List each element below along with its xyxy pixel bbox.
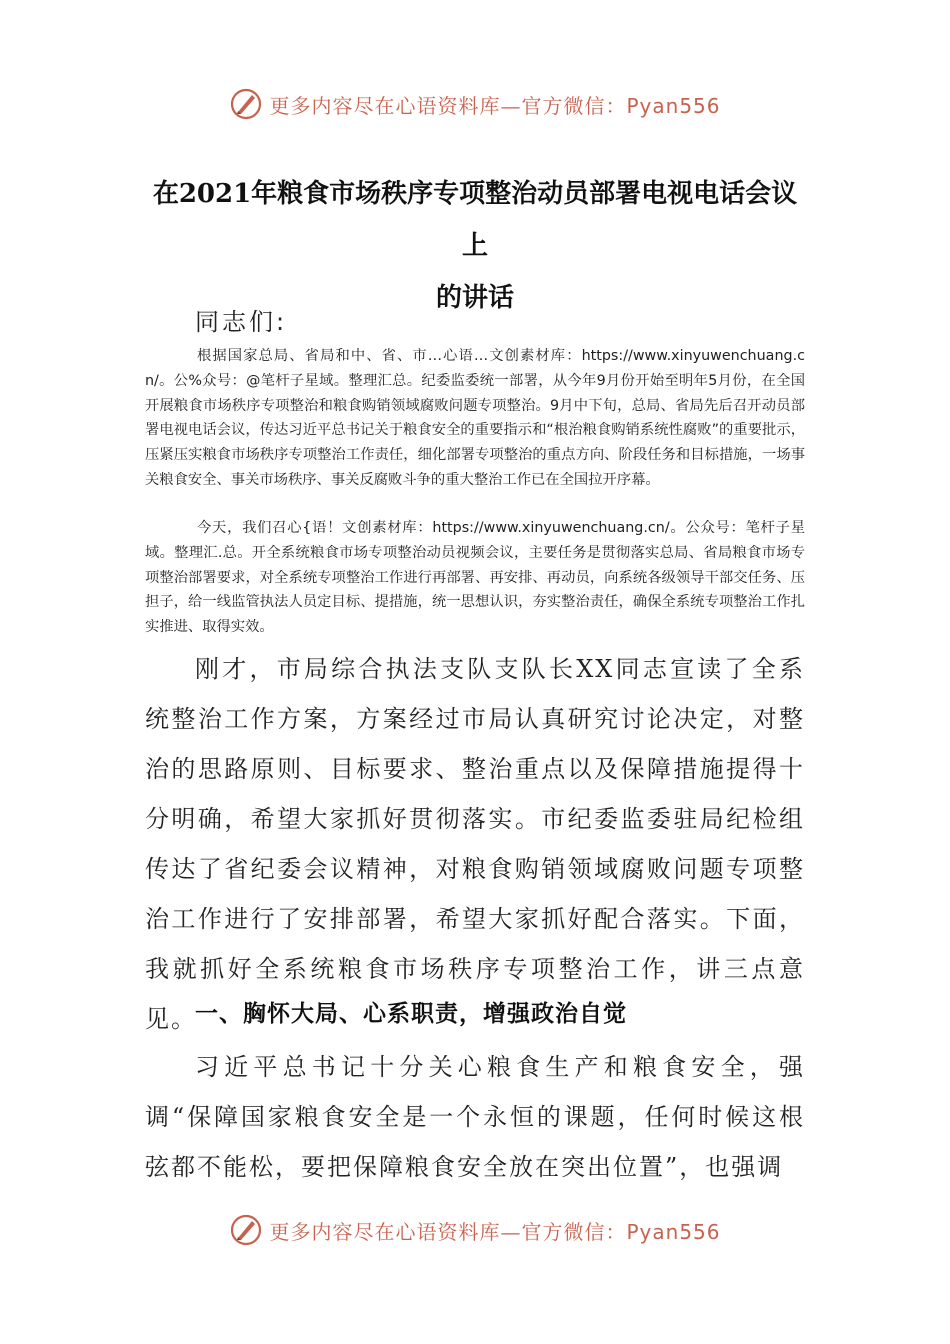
paragraph-1: 根据国家总局、省局和中、省、市…心语…文创素材库：https://www.xinyuwenchuang.cn/。公%众号：@笔杆子星域。整理汇总。纪委监委统一部署，从今年9月份开始至明年5月份，在全国开展粮食市场秩序专项整治和粮食购销领域腐败问题专项整治。9月中下旬，总局、省局先后召开动员部署电视电话会议，传达习近平总书记关于粮食安全的重要指示和“根治粮食购销系统性腐败”的重要批示，压紧压实粮食市场秩序专项整治工作责任，细化部署专项整治的重点方向、阶段任务和目标措施，一场事关粮食安全、事关市场秩序、事关反腐败斗争的重大整治工作已在全国拉开序幕。 [145, 348, 805, 488]
logo-icon [229, 1213, 263, 1247]
watermark-banner-bottom [0, 1208, 950, 1252]
paragraph-3: 刚才，市局综合执法支队支队长XX同志宣读了全系统整治工作方案，方案经过市局认真研究讨论决定，对整治的思路原则、目标要求、整治重点以及保障措施提得十分明确，希望大家抓好贯彻落实。市纪委监委驻局纪检组传达了省纪委会议精神，对粮食购销领域腐败问题专项整治工作进行了安排部署，希望大家抓好配合落实。下面，我就抓好全系统粮食市场秩序专项整治工作，讲三点意见。 [145, 655, 805, 1033]
greeting: 同志们: [195, 308, 288, 336]
logo-icon [229, 87, 263, 121]
watermark-banner-top [0, 82, 950, 126]
page-title: 在2021年粮食市场秩序专项整治动员部署电视电话会议上 的讲话 [152, 179, 798, 313]
paragraph-4: 习近平总书记十分关心粮食生产和粮食安全，强调“保障国家粮食安全是一个永恒的课题，任何时候这根弦都不能松，要把保障粮食安全放在突出位置”，也强调 [145, 1053, 805, 1181]
paragraph-2: 今天，我们召心{语！文创素材库：https://www.xinyuwenchuang.cn/。公众号：笔杆子星域。整理汇.总。开全系统粮食市场专项整治动员视频会议，主要任务是贯彻落实总局、省局粮食市场专项整治部署要求，对全系统专项整治工作进行再部署、再安排、再动员，向系统各级领导干部交任务、压担子，给一线监管执法人员定目标、提措施，统一思想认识，夯实整治责任，确保全系统专项整治工作扎实推进、取得实效。 [145, 520, 805, 636]
section-heading-1: 一、胸怀大局、心系职责，增强政治自觉 [195, 1001, 627, 1027]
watermark-text: 更多内容尽在心语资料库—官方微信：Pyan556 [269, 1219, 721, 1244]
watermark-text: 更多内容尽在心语资料库—官方微信：Pyan556 [269, 93, 721, 118]
